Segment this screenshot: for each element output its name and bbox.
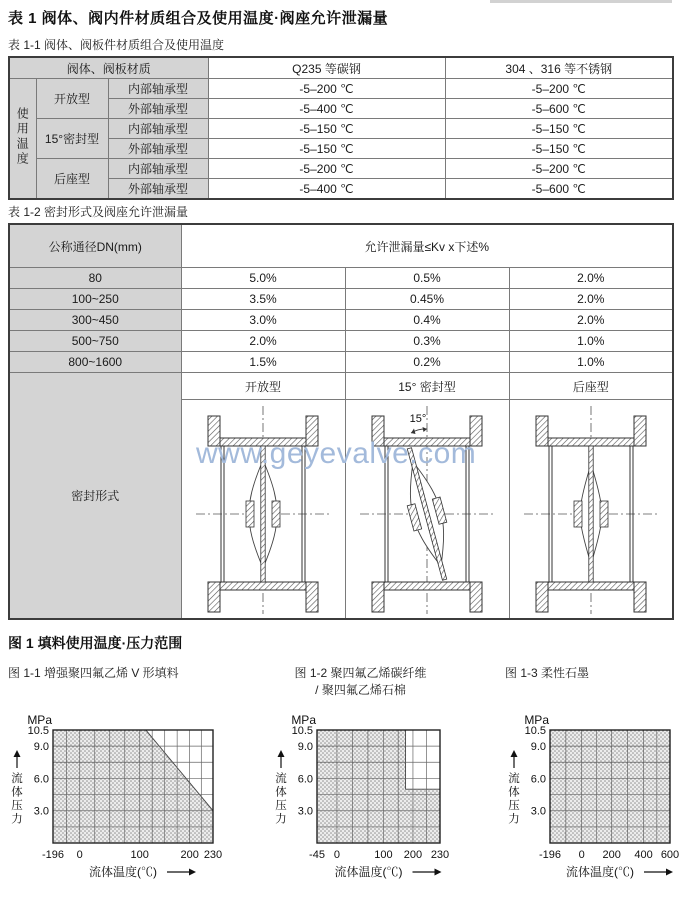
chart-fig1-2-box — [240, 698, 480, 898]
bearing-cell: 内部轴承型 — [108, 79, 208, 99]
table-1-1-materials — [8, 56, 674, 200]
temp-cell: -5–150 ℃ — [208, 139, 445, 159]
svg-text:0: 0 — [76, 849, 83, 861]
svg-text:压: 压 — [508, 800, 520, 812]
leak-cell: 2.0% — [509, 310, 673, 331]
usage-temperature-text: 使用温度 — [15, 107, 30, 167]
header-carbon-steel: Q235 等碳钢 — [208, 57, 445, 79]
svg-text:压: 压 — [275, 800, 287, 812]
svg-text:9.0: 9.0 — [297, 741, 313, 754]
watermark: www.geyevalve.com — [196, 437, 477, 470]
figure-1-1-caption: 图 1-1 增强聚四氟乙烯 V 形填料 — [8, 666, 179, 680]
leak-cell: 1.0% — [509, 331, 673, 352]
svg-text:230: 230 — [430, 849, 450, 861]
figure-1-2-caption-line2: / 聚四氟乙烯石棉 — [315, 683, 406, 697]
temp-cell: -5–400 ℃ — [208, 99, 445, 119]
usage-temperature-label — [9, 79, 36, 200]
chart-fig1-3-box — [470, 698, 680, 898]
temp-cell: -5–150 ℃ — [445, 139, 673, 159]
header-material: 阀体、阀板材质 — [9, 57, 208, 79]
svg-text:体: 体 — [11, 786, 23, 799]
leak-cell: 3.5% — [181, 289, 345, 310]
table-row — [9, 99, 673, 119]
svg-text:MPa: MPa — [27, 713, 52, 727]
table-row — [9, 331, 673, 352]
svg-text:MPa: MPa — [291, 713, 316, 727]
svg-text:6.0: 6.0 — [33, 773, 49, 786]
svg-text:流体温度(℃): 流体温度(℃) — [566, 865, 634, 879]
leak-cell: 1.5% — [181, 352, 345, 373]
seal-type-open-header: 开放型 — [181, 373, 345, 400]
seal-form-label: 密封形式 — [9, 373, 181, 620]
dn-cell: 100~250 — [9, 289, 181, 310]
svg-text:3.0: 3.0 — [297, 805, 313, 818]
figure-1-3-caption: 图 1-3 柔性石墨 — [505, 666, 590, 680]
valve-diagram-15deg-seal-type — [352, 400, 502, 618]
table-row — [9, 352, 673, 373]
dn-cell: 500~750 — [9, 331, 181, 352]
svg-text:体: 体 — [508, 786, 520, 799]
temp-cell: -5–600 ℃ — [445, 99, 673, 119]
svg-text:200: 200 — [403, 849, 423, 861]
table-row — [9, 57, 673, 79]
svg-text:体: 体 — [275, 786, 287, 799]
leak-cell: 0.5% — [345, 268, 509, 289]
svg-text:流体温度(℃): 流体温度(℃) — [334, 865, 403, 879]
table-row — [9, 373, 673, 400]
seal-diagram-cell-15deg — [345, 400, 509, 620]
svg-text:230: 230 — [203, 849, 223, 861]
seal-diagram-cell-open — [181, 400, 345, 620]
svg-text:力: 力 — [11, 813, 23, 826]
svg-text:100: 100 — [130, 849, 149, 861]
chart-fig1-1-box — [0, 698, 240, 898]
svg-text:3.0: 3.0 — [33, 805, 49, 818]
dn-cell: 800~1600 — [9, 352, 181, 373]
leak-cell: 1.0% — [509, 352, 673, 373]
svg-text:10.5: 10.5 — [524, 725, 546, 737]
svg-text:600: 600 — [660, 849, 680, 861]
temp-cell: -5–200 ℃ — [445, 79, 673, 99]
temp-cell: -5–200 ℃ — [208, 79, 445, 99]
svg-text:压: 压 — [11, 800, 23, 812]
header-leakage: 允许泄漏量≤Kv x下述% — [181, 224, 673, 268]
temp-cell: -5–200 ℃ — [445, 159, 673, 179]
temp-cell: -5–150 ℃ — [208, 119, 445, 139]
svg-text:流: 流 — [11, 773, 23, 785]
svg-text:10.5: 10.5 — [27, 725, 49, 737]
header-stainless-steel: 304 、316 等不锈钢 — [445, 57, 673, 79]
svg-text:MPa: MPa — [524, 713, 549, 727]
table-row — [9, 179, 673, 200]
svg-text:15°: 15° — [409, 413, 427, 425]
leak-cell: 0.4% — [345, 310, 509, 331]
type-15deg-seal: 15°密封型 — [36, 119, 108, 159]
figure-1-title: 图 1 填料使用温度·压力范围 — [8, 635, 183, 651]
svg-text:9.0: 9.0 — [33, 741, 49, 754]
svg-text:0: 0 — [333, 849, 340, 861]
bearing-cell: 内部轴承型 — [108, 159, 208, 179]
figure-1-2-caption — [263, 664, 458, 698]
figure-1-2-caption-line1: 图 1-2 聚四氟乙烯碳纤维 — [294, 666, 427, 680]
svg-text:6.0: 6.0 — [530, 773, 546, 786]
svg-text:200: 200 — [180, 849, 199, 861]
table-row — [9, 268, 673, 289]
svg-text:流体温度(℃): 流体温度(℃) — [89, 865, 157, 879]
table-row — [9, 159, 673, 179]
valve-diagram-open-type — [188, 400, 338, 618]
leak-cell: 0.2% — [345, 352, 509, 373]
table-row — [9, 79, 673, 99]
leak-cell: 2.0% — [509, 268, 673, 289]
leak-cell: 3.0% — [181, 310, 345, 331]
table-1-2-leakage — [8, 223, 674, 620]
leak-cell: 0.45% — [345, 289, 509, 310]
chart-fig1-2 — [240, 698, 480, 898]
svg-text:3.0: 3.0 — [530, 805, 546, 818]
bearing-cell: 内部轴承型 — [108, 119, 208, 139]
svg-text:200: 200 — [602, 849, 621, 861]
page-title: 表 1 阀体、阀内件材质组合及使用温度·阀座允许泄漏量 — [8, 10, 389, 27]
svg-text:-196: -196 — [41, 849, 65, 861]
dn-cell: 80 — [9, 268, 181, 289]
svg-text:-45: -45 — [309, 849, 325, 861]
svg-text:9.0: 9.0 — [530, 741, 546, 754]
table-row — [9, 224, 673, 268]
type-open: 开放型 — [36, 79, 108, 119]
svg-text:流: 流 — [275, 773, 287, 785]
svg-text:-196: -196 — [538, 849, 562, 861]
page-header-artifact — [490, 0, 672, 3]
svg-text:6.0: 6.0 — [297, 773, 313, 786]
svg-text:流: 流 — [508, 773, 520, 785]
seal-type-15deg-header: 15° 密封型 — [345, 373, 509, 400]
svg-text:10.5: 10.5 — [291, 725, 313, 737]
table-row — [9, 289, 673, 310]
svg-text:0: 0 — [578, 849, 585, 861]
chart-fig1-3 — [470, 698, 680, 898]
leak-cell: 5.0% — [181, 268, 345, 289]
table-row — [9, 139, 673, 159]
seal-type-backseat-header: 后座型 — [509, 373, 673, 400]
temp-cell: -5–400 ℃ — [208, 179, 445, 200]
dn-cell: 300~450 — [9, 310, 181, 331]
header-dn: 公称通径DN(mm) — [9, 224, 181, 268]
svg-text:100: 100 — [374, 849, 393, 861]
table-row — [9, 119, 673, 139]
bearing-cell: 外部轴承型 — [108, 99, 208, 119]
chart-fig1-1 — [0, 698, 240, 898]
seal-diagram-cell-backseat — [509, 400, 673, 620]
table-row — [9, 310, 673, 331]
temp-cell: -5–200 ℃ — [208, 159, 445, 179]
leak-cell: 2.0% — [509, 289, 673, 310]
valve-diagram-backseat-type — [516, 400, 666, 618]
svg-text:力: 力 — [275, 813, 287, 826]
bearing-cell: 外部轴承型 — [108, 139, 208, 159]
svg-text:力: 力 — [508, 813, 520, 826]
table-1-2-caption: 表 1-2 密封形式及阀座允许泄漏量 — [8, 205, 189, 219]
leak-cell: 0.3% — [345, 331, 509, 352]
temp-cell: -5–600 ℃ — [445, 179, 673, 200]
table-1-1-caption: 表 1-1 阀体、阀板件材质组合及使用温度 — [8, 38, 225, 52]
type-backseat: 后座型 — [36, 159, 108, 200]
temp-cell: -5–150 ℃ — [445, 119, 673, 139]
svg-text:400: 400 — [634, 849, 653, 861]
bearing-cell: 外部轴承型 — [108, 179, 208, 200]
leak-cell: 2.0% — [181, 331, 345, 352]
